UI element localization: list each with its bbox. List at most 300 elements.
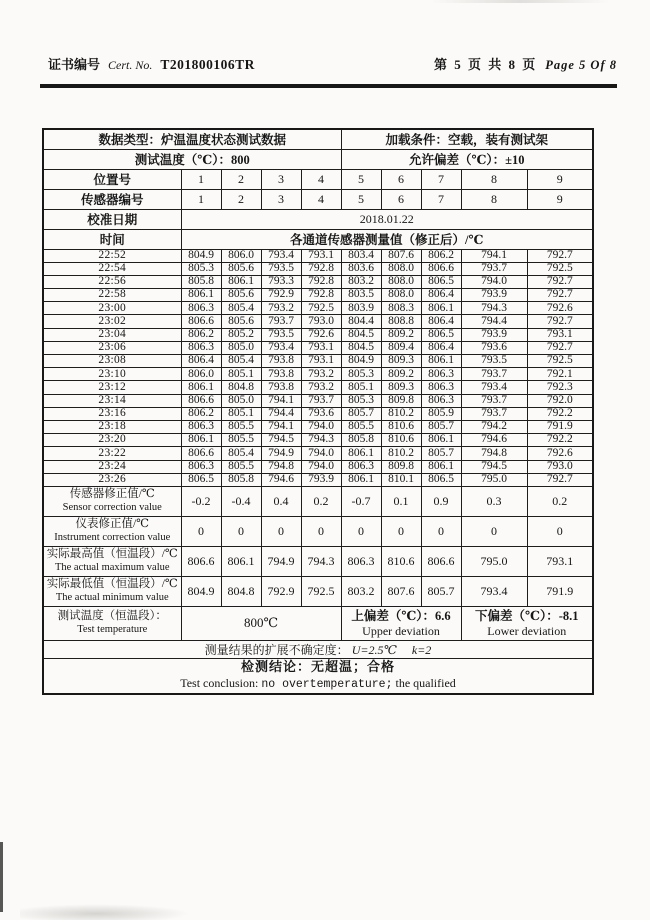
header-divider: [40, 84, 617, 88]
uncertainty-row: [43, 640, 593, 658]
sensor-label: 传感器编号: [43, 189, 181, 209]
reading-time: 23:12: [43, 381, 181, 394]
reading-value: 794.2: [461, 420, 527, 433]
reading-value: 806.2: [421, 249, 461, 262]
data-type-cell: 数据类型：炉温温度状态测试数据: [43, 129, 341, 149]
reading-value: 794.0: [301, 447, 341, 460]
summary-value: 806.3: [341, 546, 381, 576]
summary-value: 0: [301, 516, 341, 546]
reading-row: [43, 368, 593, 381]
reading-value: 809.8: [381, 394, 421, 407]
reading-value: 810.2: [381, 447, 421, 460]
reading-value: 792.6: [527, 302, 593, 315]
readings-section: [43, 249, 593, 486]
reading-row: [43, 302, 593, 315]
summary-row: [43, 576, 593, 606]
reading-value: 794.4: [261, 407, 301, 420]
reading-value: 805.2: [221, 328, 261, 341]
reading-value: 806.2: [181, 407, 221, 420]
reading-value: 793.3: [261, 275, 301, 288]
reading-row: [43, 394, 593, 407]
summary-value: 0: [381, 516, 421, 546]
test-temp-cell: 测试温度（℃）：800: [43, 149, 341, 169]
cert-number: T201800106TR: [160, 57, 255, 72]
summary-value: 792.9: [261, 576, 301, 606]
reading-value: 805.5: [221, 460, 261, 473]
position-cell: 5: [341, 169, 381, 189]
position-cell: 1: [181, 169, 221, 189]
reading-value: 793.2: [301, 381, 341, 394]
reading-value: 793.1: [301, 249, 341, 262]
reading-value: 805.8: [341, 434, 381, 447]
reading-value: 806.1: [421, 302, 461, 315]
reading-value: 805.3: [341, 394, 381, 407]
reading-value: 794.3: [301, 434, 341, 447]
reading-time: 23:08: [43, 355, 181, 368]
reading-value: 806.3: [181, 420, 221, 433]
reading-time: 23:14: [43, 394, 181, 407]
reading-value: 794.9: [261, 447, 301, 460]
reading-value: 805.5: [341, 420, 381, 433]
calibration-date-value: 2018.01.22: [181, 209, 593, 229]
reading-value: 806.1: [181, 289, 221, 302]
calibration-date-label: 校准日期: [43, 209, 181, 229]
reading-value: 792.7: [527, 341, 593, 354]
summary-value: 794.3: [301, 546, 341, 576]
reading-value: 809.3: [381, 381, 421, 394]
reading-value: 806.5: [181, 473, 221, 486]
conclusion-row: [43, 658, 593, 693]
reading-row: [43, 460, 593, 473]
reading-value: 793.9: [301, 473, 341, 486]
reading-value: 793.2: [301, 368, 341, 381]
test-temp-const-label: 测试温度（恒温段）： Test temperature: [43, 606, 181, 640]
position-cell: 2: [221, 169, 261, 189]
summary-value: 793.4: [461, 576, 527, 606]
reading-value: 808.0: [381, 262, 421, 275]
reading-time: 23:00: [43, 302, 181, 315]
reading-row: [43, 275, 593, 288]
reading-time: 23:22: [43, 447, 181, 460]
conclusion-cell: 检测结论：无超温；合格 Test conclusion: no overtemperature; the qualified: [43, 658, 593, 693]
reading-time: 23:20: [43, 434, 181, 447]
reading-value: 805.1: [221, 407, 261, 420]
reading-value: 804.5: [341, 341, 381, 354]
sensor-cell: 9: [527, 189, 593, 209]
reading-value: 804.9: [341, 355, 381, 368]
reading-value: 794.3: [461, 302, 527, 315]
reading-value: 806.4: [181, 355, 221, 368]
reading-time: 23:06: [43, 341, 181, 354]
reading-time: 23:24: [43, 460, 181, 473]
reading-value: 805.8: [181, 275, 221, 288]
reading-value: 810.2: [381, 407, 421, 420]
reading-value: 806.3: [341, 460, 381, 473]
summary-value: 803.2: [341, 576, 381, 606]
reading-value: 792.7: [527, 275, 593, 288]
summary-value: 0: [181, 516, 221, 546]
summary-value: 806.6: [421, 546, 461, 576]
reading-value: 793.1: [301, 341, 341, 354]
reading-value: 805.3: [181, 262, 221, 275]
reading-time: 23:02: [43, 315, 181, 328]
sensor-cell: 1: [181, 189, 221, 209]
reading-value: 793.6: [461, 341, 527, 354]
reading-value: 792.9: [261, 289, 301, 302]
summary-value: 791.9: [527, 576, 593, 606]
reading-value: 793.0: [301, 315, 341, 328]
reading-value: 805.9: [421, 407, 461, 420]
reading-value: 806.3: [181, 302, 221, 315]
reading-value: 806.3: [181, 341, 221, 354]
reading-value: 794.1: [461, 249, 527, 262]
reading-value: 793.5: [461, 355, 527, 368]
reading-row: [43, 447, 593, 460]
summary-section: [43, 486, 593, 606]
summary-value: 806.6: [181, 546, 221, 576]
reading-value: 793.8: [261, 381, 301, 394]
reading-value: 806.3: [421, 394, 461, 407]
reading-value: 806.1: [421, 355, 461, 368]
reading-value: 805.1: [341, 381, 381, 394]
summary-value: -0.4: [221, 486, 261, 516]
uncertainty-cell: 测量结果的扩展不确定度： U=2.5℃ k=2: [43, 640, 593, 658]
reading-value: 810.1: [381, 473, 421, 486]
test-temp-value: 800℃: [181, 606, 341, 640]
sensor-cell: 4: [301, 189, 341, 209]
summary-label: 实际最高值（恒温段）/℃ The actual maximum value: [43, 546, 181, 576]
time-label: 时间: [43, 229, 181, 249]
reading-value: 793.1: [301, 355, 341, 368]
upper-deviation-cell: 上偏差（℃）：6.6 Upper deviation: [341, 606, 461, 640]
reading-value: 793.6: [301, 407, 341, 420]
reading-value: 805.4: [221, 355, 261, 368]
reading-value: 792.3: [527, 381, 593, 394]
reading-value: 806.3: [421, 368, 461, 381]
summary-value: 805.7: [421, 576, 461, 606]
reading-value: 804.4: [341, 315, 381, 328]
reading-value: 793.8: [261, 355, 301, 368]
reading-value: 805.7: [421, 447, 461, 460]
page-label-cn: 第 5 页 共 8 页: [433, 57, 538, 72]
reading-value: 806.5: [421, 328, 461, 341]
reading-value: 792.5: [527, 262, 593, 275]
reading-value: 806.6: [181, 394, 221, 407]
reading-value: 805.1: [221, 368, 261, 381]
reading-value: 794.1: [261, 394, 301, 407]
summary-value: 807.6: [381, 576, 421, 606]
summary-value: -0.7: [341, 486, 381, 516]
channel-header: 各通道传感器测量值（修正后）/℃: [181, 229, 593, 249]
reading-value: 806.1: [341, 473, 381, 486]
reading-value: 792.7: [527, 473, 593, 486]
reading-value: 805.6: [221, 315, 261, 328]
reading-value: 804.8: [221, 381, 261, 394]
summary-row: [43, 486, 593, 516]
scan-edge-artifact: [0, 842, 3, 912]
reading-value: 805.0: [221, 394, 261, 407]
summary-value: 795.0: [461, 546, 527, 576]
reading-value: 807.6: [381, 249, 421, 262]
reading-value: 794.0: [301, 460, 341, 473]
reading-value: 792.8: [301, 262, 341, 275]
reading-value: 806.4: [421, 341, 461, 354]
reading-value: 806.6: [181, 447, 221, 460]
summary-value: 0.2: [527, 486, 593, 516]
reading-value: 805.6: [221, 289, 261, 302]
reading-value: 805.6: [221, 262, 261, 275]
reading-row: [43, 289, 593, 302]
reading-value: 793.7: [261, 315, 301, 328]
reading-value: 794.5: [461, 460, 527, 473]
position-label: 位置号: [43, 169, 181, 189]
load-condition-cell: 加载条件：空载，装有测试架: [341, 129, 593, 149]
reading-row: [43, 473, 593, 486]
position-cell: 4: [301, 169, 341, 189]
summary-value: 810.6: [381, 546, 421, 576]
summary-value: 0: [527, 516, 593, 546]
reading-time: 23:04: [43, 328, 181, 341]
summary-value: 793.1: [527, 546, 593, 576]
reading-value: 792.6: [301, 328, 341, 341]
position-row: [43, 169, 593, 189]
reading-value: 793.7: [461, 262, 527, 275]
reading-value: 806.1: [181, 381, 221, 394]
data-type-row: [43, 129, 593, 149]
reading-value: 792.7: [527, 249, 593, 262]
summary-value: 0.3: [461, 486, 527, 516]
time-header-row: [43, 229, 593, 249]
reading-time: 23:10: [43, 368, 181, 381]
reading-value: 793.4: [261, 249, 301, 262]
reading-time: 23:16: [43, 407, 181, 420]
test-data-table: [42, 128, 594, 695]
position-cell: 3: [261, 169, 301, 189]
reading-row: [43, 328, 593, 341]
reading-value: 793.1: [527, 328, 593, 341]
reading-value: 792.6: [527, 447, 593, 460]
reading-row: [43, 434, 593, 447]
reading-value: 793.9: [461, 289, 527, 302]
reading-value: 809.8: [381, 460, 421, 473]
reading-value: 793.7: [461, 407, 527, 420]
reading-row: [43, 262, 593, 275]
reading-value: 806.1: [181, 434, 221, 447]
reading-value: 809.2: [381, 368, 421, 381]
reading-value: 806.0: [181, 368, 221, 381]
reading-value: 794.4: [461, 315, 527, 328]
reading-time: 22:54: [43, 262, 181, 275]
reading-value: 806.1: [421, 460, 461, 473]
reading-value: 794.6: [261, 473, 301, 486]
reading-value: 805.4: [221, 447, 261, 460]
page-number-line: [434, 54, 617, 74]
reading-value: 794.0: [301, 420, 341, 433]
calibration-date-row: [43, 209, 593, 229]
reading-value: 803.6: [341, 262, 381, 275]
reading-value: 792.8: [301, 289, 341, 302]
position-cell: 8: [461, 169, 527, 189]
cert-label-cn: 证书编号: [48, 57, 101, 72]
reading-value: 803.4: [341, 249, 381, 262]
summary-value: 0: [461, 516, 527, 546]
reading-value: 793.5: [261, 328, 301, 341]
reading-value: 792.5: [527, 355, 593, 368]
reading-time: 22:52: [43, 249, 181, 262]
reading-value: 804.9: [181, 249, 221, 262]
reading-value: 793.7: [461, 394, 527, 407]
sensor-cell: 3: [261, 189, 301, 209]
deviation-row: [43, 606, 593, 640]
reading-value: 810.6: [381, 434, 421, 447]
sensor-cell: 7: [421, 189, 461, 209]
reading-value: 805.4: [221, 302, 261, 315]
summary-value: 0: [261, 516, 301, 546]
summary-label: 实际最低值（恒温段）/℃ The actual minimum value: [43, 576, 181, 606]
reading-value: 806.3: [421, 381, 461, 394]
reading-value: 793.2: [261, 302, 301, 315]
reading-value: 805.3: [341, 368, 381, 381]
reading-value: 806.4: [421, 315, 461, 328]
summary-value: -0.2: [181, 486, 221, 516]
reading-value: 794.8: [461, 447, 527, 460]
summary-value: 0.4: [261, 486, 301, 516]
reading-value: 792.2: [527, 407, 593, 420]
reading-value: 806.0: [221, 249, 261, 262]
sensor-cell: 6: [381, 189, 421, 209]
reading-value: 794.5: [261, 434, 301, 447]
reading-value: 805.8: [221, 473, 261, 486]
reading-value: 809.2: [381, 328, 421, 341]
reading-value: 794.1: [261, 420, 301, 433]
reading-time: 23:26: [43, 473, 181, 486]
reading-value: 791.9: [527, 420, 593, 433]
reading-value: 806.1: [341, 447, 381, 460]
reading-value: 795.0: [461, 473, 527, 486]
reading-value: 808.8: [381, 315, 421, 328]
summary-row: [43, 516, 593, 546]
reading-value: 806.5: [421, 473, 461, 486]
reading-row: [43, 381, 593, 394]
summary-row: [43, 546, 593, 576]
reading-row: [43, 407, 593, 420]
reading-value: 794.6: [461, 434, 527, 447]
reading-value: 792.7: [527, 289, 593, 302]
test-temp-row: [43, 149, 593, 169]
scan-top-artifact: [430, 0, 610, 3]
reading-value: 805.7: [341, 407, 381, 420]
reading-row: [43, 355, 593, 368]
cert-number-line: [48, 54, 255, 74]
reading-value: 808.3: [381, 302, 421, 315]
reading-value: 793.8: [261, 368, 301, 381]
reading-value: 794.8: [261, 460, 301, 473]
reading-value: 806.5: [421, 275, 461, 288]
summary-label: 传感器修正值/℃ Sensor correction value: [43, 486, 181, 516]
summary-value: 0.9: [421, 486, 461, 516]
reading-row: [43, 315, 593, 328]
scan-smudge-artifact: [20, 904, 190, 920]
reading-value: 809.4: [381, 341, 421, 354]
position-cell: 9: [527, 169, 593, 189]
reading-row: [43, 341, 593, 354]
position-cell: 6: [381, 169, 421, 189]
reading-value: 805.5: [221, 420, 261, 433]
reading-time: 22:56: [43, 275, 181, 288]
reading-value: 806.1: [421, 434, 461, 447]
summary-value: 792.5: [301, 576, 341, 606]
reading-value: 805.0: [221, 341, 261, 354]
summary-value: 0: [341, 516, 381, 546]
reading-value: 806.6: [181, 315, 221, 328]
reading-value: 806.3: [181, 460, 221, 473]
reading-value: 792.1: [527, 368, 593, 381]
reading-value: 806.6: [421, 262, 461, 275]
summary-value: 804.9: [181, 576, 221, 606]
reading-value: 809.3: [381, 355, 421, 368]
page-label-en: Page 5 Of 8: [545, 58, 617, 72]
reading-row: [43, 420, 593, 433]
reading-value: 792.5: [301, 302, 341, 315]
summary-value: 0.2: [301, 486, 341, 516]
reading-value: 793.5: [261, 262, 301, 275]
reading-value: 792.8: [301, 275, 341, 288]
reading-value: 804.5: [341, 328, 381, 341]
sensor-row: [43, 189, 593, 209]
allowed-deviation-cell: 允许偏差（℃）：±10: [341, 149, 593, 169]
summary-value: 804.8: [221, 576, 261, 606]
summary-label: 仪表修正值/℃ Instrument correction value: [43, 516, 181, 546]
sensor-cell: 2: [221, 189, 261, 209]
reading-value: 794.0: [461, 275, 527, 288]
reading-value: 793.0: [527, 460, 593, 473]
reading-value: 806.1: [221, 275, 261, 288]
reading-value: 808.0: [381, 275, 421, 288]
reading-value: 808.0: [381, 289, 421, 302]
reading-value: 792.7: [527, 315, 593, 328]
reading-value: 793.4: [261, 341, 301, 354]
cert-label-en: Cert. No.: [108, 58, 153, 72]
reading-row: [43, 249, 593, 262]
sensor-cell: 8: [461, 189, 527, 209]
reading-value: 805.5: [221, 434, 261, 447]
table-meta-section: [43, 129, 593, 249]
summary-value: 0: [221, 516, 261, 546]
reading-value: 793.4: [461, 381, 527, 394]
reading-value: 803.2: [341, 275, 381, 288]
reading-value: 803.9: [341, 302, 381, 315]
summary-value: 0.1: [381, 486, 421, 516]
lower-deviation-cell: 下偏差（℃）：-8.1 Lower deviation: [461, 606, 593, 640]
reading-value: 810.6: [381, 420, 421, 433]
summary-value: 0: [421, 516, 461, 546]
reading-value: 793.7: [301, 394, 341, 407]
sensor-cell: 5: [341, 189, 381, 209]
reading-value: 792.2: [527, 434, 593, 447]
reading-time: 22:58: [43, 289, 181, 302]
reading-value: 793.9: [461, 328, 527, 341]
table-footer-section: [43, 606, 593, 693]
reading-value: 792.0: [527, 394, 593, 407]
position-cell: 7: [421, 169, 461, 189]
reading-value: 806.2: [181, 328, 221, 341]
reading-value: 806.4: [421, 289, 461, 302]
reading-value: 805.7: [421, 420, 461, 433]
summary-value: 806.1: [221, 546, 261, 576]
reading-time: 23:18: [43, 420, 181, 433]
reading-value: 793.7: [461, 368, 527, 381]
page-header: [48, 54, 617, 74]
